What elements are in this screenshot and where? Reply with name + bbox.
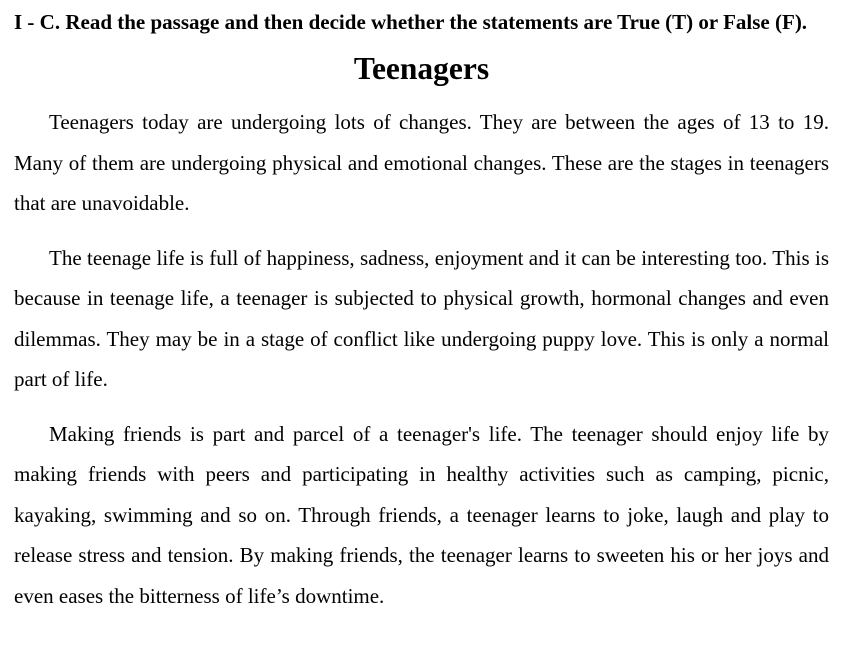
passage-paragraph-3: Making friends is part and parcel of a teenager's life. The teenager should enjoy life by making friends with peers and participating in healthy activities such as camping, picnic, kayaking, swimming and so on. Through friends, a teenager learns to joke, laugh and play to release stress and tension. By making friends, the teenager learns to sweeten his or her joys and even eases the bitterness of life’s downtime. [14,421,829,608]
passage-paragraph-1: Teenagers today are undergoing lots of changes. They are between the ages of 13 to 19. Many of them are undergoing physical and emotional changes. These are the stages in teenagers that are unavoidable. [14,110,829,215]
passage-title: Teenagers [353,51,490,86]
exercise-instruction: I - C. Read the passage and then decide whether the statements are True (T) or False (F). [14,10,808,34]
passage-paragraph-2: The teenage life is full of happiness, sadness, enjoyment and it can be interesting too. This is because in teenage life, a teenager is subjected to physical growth, hormonal changes and even dilemmas. They may be in a stage of conflict like undergoing puppy love. This is only a normal part of life. [14,245,829,391]
